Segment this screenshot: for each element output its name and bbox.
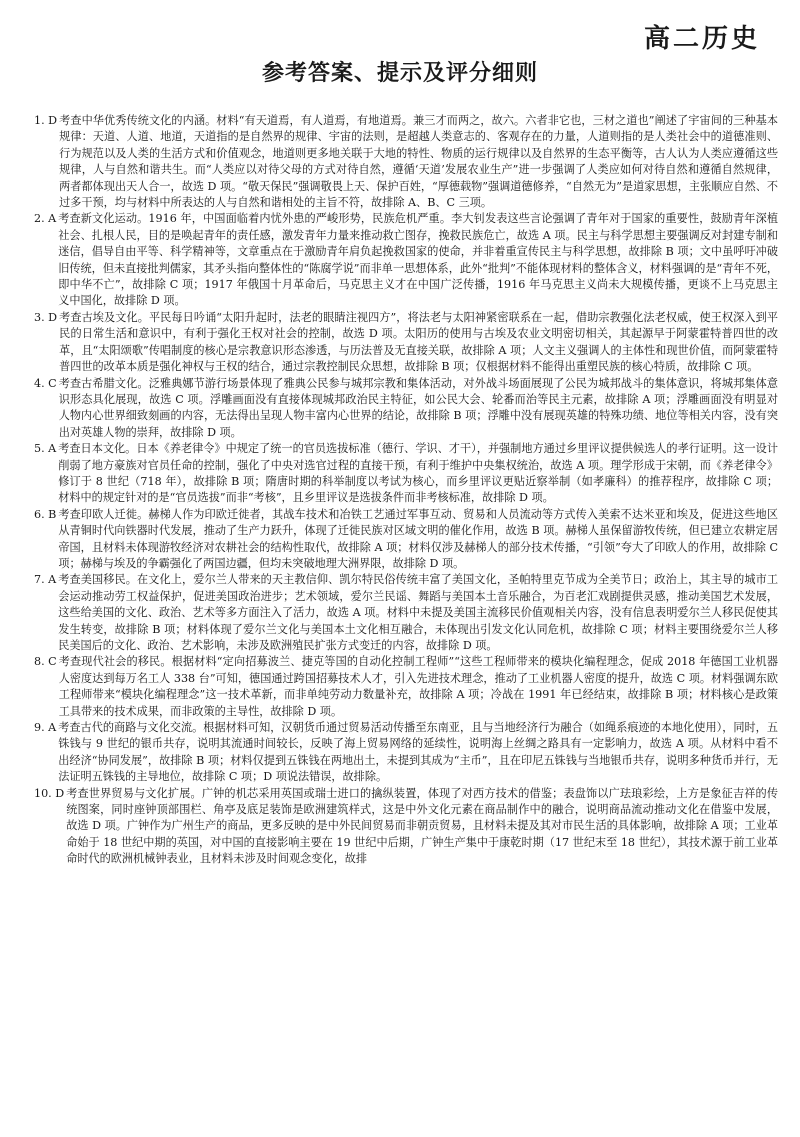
answer-item-5 — [34, 441, 778, 507]
subject-header: 高二历史 — [643, 24, 760, 54]
answer-explanation: 考查日本文化。日本《养老律令》中规定了统一的官员选拔标准（德行、学识、才干），并强制地方通过乡里评议提供候选人的孝行证明。这一设计削弱了地方豪族对官员任命的控制，强化了中央对选官过程的直接干预，有利于维护中央集权统治，故选 A 项。理学形成于宋朝，而《养老律令》修订于 8 世纪（718 年），故排除 B 项；隋唐时期的科举制度以考试为核心，而乡里评议更贴近察举制（如孝廉科）的推荐程序，故排除 C 项；材料中的规定针对的是“官员选拔”而非“考核”，且乡里评议是选拔条件而非考核标准，故排除 D 项。 — [58, 442, 778, 505]
answer-number: 10. D — [34, 786, 65, 800]
answer-explanation: 考查古代的商路与文化交流。根据材料可知，汉朝货币通过贸易活动传播至东南亚，且与当地经济行为融合（如绳系痕迹的本地化使用），同时，五铢钱与 9 世纪的银币共存，说明其流通时间较长，反映了海上贸易网络的延续性，说明海上丝绸之路具有一定影响力，故选 A 项。从材料中看不出经济“协同发展”，故排除 B 项；材料仅提到五铢钱在两地出土，未提到其成为“主币”，且在印尼五铢钱与当地银币共存，说明多种货币并行，无法证明五铢钱的主导地位，故排除 C 项；D 项说法错误，故排除。 — [58, 721, 778, 784]
answer-explanation: 考查世界贸易与文化扩展。广钟的机芯采用英国或瑞士进口的擒纵装置，体现了对西方技术的借鉴；表盘饰以广珐琅彩绘，上方是象征吉祥的传统图案，同时座钟顶部围栏、角亭及底足装饰是欧洲建筑样式，这是中外文化元素在商品制作中的融合，说明商品流动推动文化在借鉴中发展，故选 D 项。广钟作为广州生产的商品，更多反映的是中外民间贸易而非朝贡贸易，且材料未提及其对市民生活的具体影响，故排除 A 项；工业革命始于 18 世纪中期的英国，对中国的直接影响主要在 19 世纪中后期，广钟生产集中于康乾时期（17 世纪末至 18 世纪），其技术源于前工业革命时代的欧洲机械钟表业，且材料未涉及时间观念变化，故排 — [66, 786, 778, 866]
answer-explanation: 考查印欧人迁徙。赫梯人作为印欧迁徙者，其战车技术和冶铁工艺通过军事互动、贸易和人员流动等方式传入美索不达米亚和埃及，促进这些地区从青铜时代向铁器时代发展，推动了生产力跃升，体现了迁徙民族对区域文明的催化作用，故选 B 项。赫梯人虽保留游牧传统，但已建立农耕定居帝国，且材料未体现游牧经济对农耕社会的结构性取代，故排除 A 项；材料仅涉及赫梯人的部分技术传播，“引领”夸大了印欧人的作用，故排除 C 项；赫梯与埃及的争霸强化了两国边疆，但均未突破地理大洲界限，故排除 D 项。 — [58, 507, 778, 570]
answer-item-10 — [34, 786, 778, 868]
answer-item-1 — [34, 113, 778, 211]
answer-number: 6. B — [34, 507, 57, 521]
answer-number: 1. D — [34, 114, 58, 127]
answer-number: 2. A — [34, 212, 57, 226]
answer-number: 7. A — [34, 573, 57, 587]
answer-explanation: 考查现代社会的移民。根据材料“定向招募波兰、捷克等国的自动化控制工程师”“这些工程师带来的模块化编程理念，促成 2018 年德国工业机器人密度达到每万名工人 338 台”可知，德国通过跨国招募技术人才，引入先进技术理念，推动了工业机器人密度的提升，故选 C 项。材料强调东欧工程师带来“模块化编程理念”这一技术革新，而非单纯劳动力数量补充，故排除 A 项；冷战在 1991 年已经结束，故排除 B 项；材料核心是政策工具带来的技术成果，而非政策的主导性，故排除 D 项。 — [58, 655, 778, 718]
answer-item-4 — [34, 376, 778, 442]
answer-explanation: 考查美国移民。在文化上，爱尔兰人带来的天主教信仰、凯尔特民俗传统丰富了美国文化，圣帕特里克节成为全美节日；政治上，其主导的城市工会运动推动劳工权益保护，促进美国政治进步；艺术领域，爱尔兰民谣、舞蹈与美国本土音乐融合，为百老汇戏剧提供灵感，推动美国艺术发展，这些给美国的文化、政治、艺术等多方面注入了活力，故选 A 项。材料中未提及美国主流移民价值观相关内容，没有信息表明爱尔兰人移民促使其发生转变，故排除 B 项；材料体现了爱尔兰文化与美国本土文化相互融合，未体现出引发文化认同危机，故排除 C 项；材料主要围绕爱尔兰人移民美国后的文化、政治、艺术影响，未涉及欧洲殖民扩张方式变迁的内容，故排除 D 项。 — [58, 573, 778, 652]
answer-explanation: 考查古埃及文化。平民每日吟诵“太阳升起时，法老的眼睛注视四方”，将法老与太阳神紧密联系在一起，借助宗教强化法老权威，使王权深入到平民的日常生活和意识中，有利于强化王权对社会的控制，故选 D 项。太阳历的使用与古埃及农业文明密切相关，其起源早于阿蒙霍特普四世的改革，且“太阳颂歌”传唱制度的核心是宗教意识形态渗透，与历法普及无直接关联，故排除 A 项；人文主义强调人的主体性和现世价值，而阿蒙霍特普四世的改革本质是强化神权与王权的结合，通过宗教控制民众思想，故排除 B 项；仅根据材料不能得出重塑民族的核心特质，故排除 C 项。 — [59, 310, 778, 374]
document-title: 参考答案、提示及评分细则 — [261, 61, 538, 86]
answer-item-6 — [34, 507, 778, 573]
answer-item-9 — [34, 720, 778, 786]
answer-number: 9. A — [34, 721, 57, 735]
answer-number: 5. A — [34, 442, 57, 456]
answer-explanation: 考查古希腊文化。泛雅典娜节游行场景体现了雅典公民参与城邦宗教和集体活动，对外战斗场面展现了公民为城邦战斗的集体意识，将城邦集体意识形态具化展现，故选 C 项。浮雕画面没有直接体现城邦政治民主特征，如公民大会、轮番而治等民主元素，故排除 A 项；浮雕画面没有明显对人物内心世界细致刻画的内容，无法得出呈现人物丰富内心世界的结论，故排除 B 项；浮雕中没有展现英雄的特殊功绩、地位等相关内容，没有突出对英雄人物的崇拜，故排除 D 项。 — [58, 376, 778, 439]
answer-item-7 — [34, 572, 778, 654]
answer-item-2 — [34, 211, 778, 309]
answer-explanation: 考查新文化运动。1916 年，中国面临着内忧外患的严峻形势，民族危机严重。李大钊发表这些言论强调了青年对于国家的重要性，鼓励青年深植社会、扎根人民，目的是唤起青年的责任感，激发青年力量来推动救亡图存，挽救民族危亡，故选 A 项。民主与科学思想主要强调反对封建专制和迷信，倡导自由平等、科学精神等，文章重点在于激励青年肩负起挽救国家的使命，并非着重宣传民主与科学思想，故排除 B 项；文中虽呼吁冲破旧传统，但未直接批判儒家，其矛头指向整体性的“陈腐学说”而非单一思想体系，此外“批判”不能体现材料的整体含义，材料强调的是“青年不死，即中华不亡”，故排除 C 项；1917 年俄国十月革命后，马克思主义才在中国广泛传播，1916 年马克思主义尚未大规模传播，更谈不上马克思主义中国化，故排除 D 项。 — [58, 212, 778, 308]
answer-number: 8. C — [34, 655, 57, 669]
answer-item-8 — [34, 654, 778, 720]
answer-number: 3. D — [34, 310, 58, 324]
answer-list — [34, 113, 778, 868]
answer-item-3 — [34, 310, 778, 376]
answer-number: 4. C — [34, 376, 57, 390]
answer-explanation: 考查中华优秀传统文化的内涵。材料“有天道焉，有人道焉，有地道焉。兼三才而两之，故六。六者非它也，三材之道也”阐述了宇宙间的三种基本规律：天道、人道、地道，天道指的是自然界的规律、宇宙的法则，是超越人类意志的、客观存在的力量，人道则指的是人类社会中的道德准则、行为规范以及人类的生活方式和价值观念，地道则更多地关联于大地的特性、物质的运行规律以及自然界的生态平衡等，古人认为人类应遵循这些规律，人与自然和谐共生。而“人类应以对待父母的方式对待自然，遵循‘天道’发展农业生产”进一步强调了人类应如何对待自然和遵循自然规律，两者都体现出天人合一，故选 D 项。“敬天保民”强调敬畏上天、保护百姓，“厚德载物”强调道德修养，“自然无为”是道家思想，主张顺应自然、不过多干预，均与材料中所表达的人与自然和谐相处的主旨不符，故排除 A、B、C 三项。 — [59, 114, 778, 210]
